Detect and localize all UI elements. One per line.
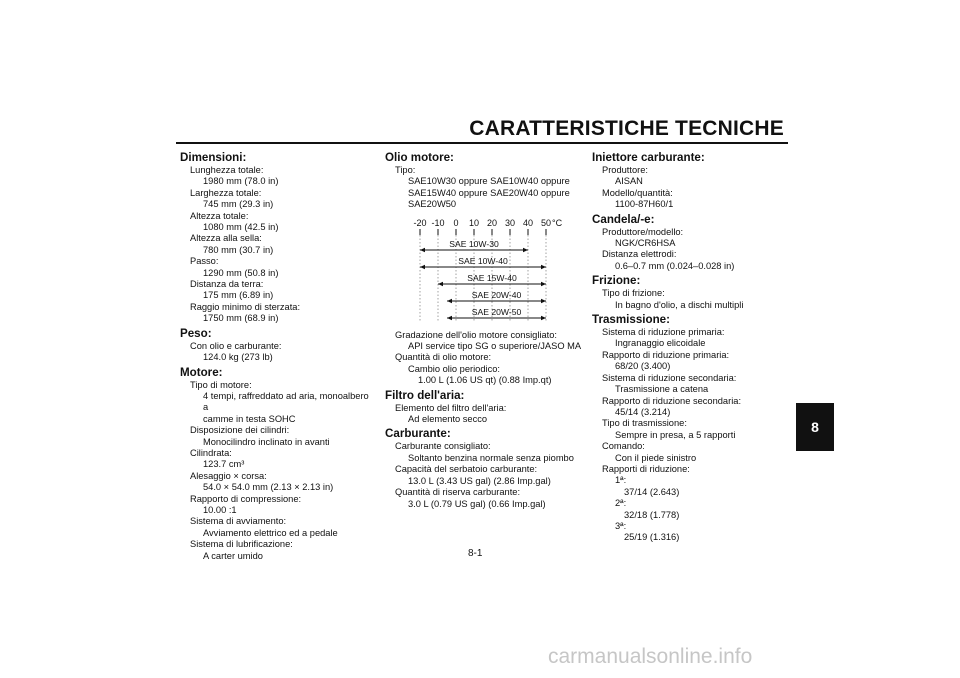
spec-value: Ingranaggio elicoidale <box>615 338 706 349</box>
spec-label: Rapporti di riduzione: <box>602 463 690 474</box>
spec-label: Tipo: <box>395 165 416 175</box>
spec-value: 175 mm (6.89 in) <box>203 290 274 301</box>
spec-value: 3ª: <box>615 520 627 531</box>
spec-label: Altezza totale: <box>190 210 249 221</box>
spec-value: 13.0 L (3.43 US gal) (2.86 Imp.gal) <box>408 475 551 486</box>
title-rule <box>176 142 788 144</box>
spec-label: Tipo di frizione: <box>602 288 665 299</box>
range-arrowhead <box>420 247 425 252</box>
spec-label: Raggio minimo di sterzata: <box>190 301 301 312</box>
spec-value: 124.0 kg (273 lb) <box>203 352 273 363</box>
temp-tick-label: 30 <box>504 217 516 228</box>
spec-value: 45/14 (3.214) <box>615 406 671 417</box>
spec-value: In bagno d'olio, a dischi multipli <box>615 299 744 310</box>
spec-value: Ad elemento secco <box>408 414 488 425</box>
range-arrowhead <box>523 247 528 252</box>
spec-label: Sistema di riduzione primaria: <box>602 327 725 338</box>
spec-column-2 <box>385 150 585 510</box>
range-arrowhead <box>447 315 452 320</box>
spec-value: Sempre in presa, a 5 rapporti <box>615 429 736 440</box>
spec-label: Tipo di trasmissione: <box>602 418 687 429</box>
section-heading: Candela/-e: <box>592 212 655 226</box>
engine-oil-section <box>385 151 585 211</box>
spec-value: SAE15W40 oppure SAE20W40 oppure <box>408 187 570 198</box>
spec-value: Avviamento elettrico ed a pedale <box>203 527 338 538</box>
spec-value: 780 mm (30.7 in) <box>203 244 274 255</box>
spec-value: 68/20 (3.400) <box>615 361 671 372</box>
spec-value: Con il piede sinistro <box>615 452 697 463</box>
spec-value: Cambio olio periodico: <box>408 363 500 374</box>
spec-label: Quantità di riserva carburante: <box>395 487 521 498</box>
spec-label: Passo: <box>190 256 219 267</box>
spec-label: Larghezza totale: <box>190 187 262 198</box>
spec-label: Carburante consigliato: <box>395 441 491 452</box>
spec-label: Modello/quantità: <box>602 187 673 198</box>
temp-tick-label: 40 <box>522 217 534 228</box>
spec-value: 37/14 (2.643) <box>624 486 680 497</box>
spec-value: 54.0 × 54.0 mm (2.13 × 2.13 in) <box>203 482 334 493</box>
section-heading: Peso: <box>180 326 212 340</box>
temp-tick-label: -10 <box>431 217 445 228</box>
spec-value: camme in testa SOHC <box>203 413 296 424</box>
page-title: CARATTERISTICHE TECNICHE <box>469 117 784 140</box>
section-heading: Iniettore carburante: <box>592 151 705 164</box>
chapter-tab: 8 <box>796 403 834 451</box>
spec-label: Altezza alla sella: <box>190 233 262 244</box>
spec-label: Rapporto di compressione: <box>190 493 302 504</box>
spec-value: 1290 mm (50.8 in) <box>203 267 279 278</box>
section-heading: Olio motore: <box>385 151 454 164</box>
spec-column-1 <box>180 150 376 562</box>
spec-label: Sistema di riduzione secondaria: <box>602 372 737 383</box>
spec-label: Lunghezza totale: <box>190 165 264 175</box>
spec-value: 1080 mm (42.5 in) <box>203 222 279 233</box>
grade-label: SAE 20W-50 <box>471 306 522 317</box>
range-arrowhead <box>541 315 546 320</box>
spec-value: Trasmissione a catena <box>615 384 709 395</box>
temp-tick-label: 20 <box>486 217 498 228</box>
spec-label: Cilindrata: <box>190 447 232 458</box>
spec-value: 4 tempi, raffreddato ad aria, monoalbero a <box>203 390 369 413</box>
temp-tick-label: 10 <box>468 217 480 228</box>
watermark: carmanualsonline.info <box>548 645 753 668</box>
spec-label: Distanza elettrodi: <box>602 249 677 260</box>
spec-label: Con olio e carburante: <box>190 340 282 351</box>
spec-value: Monocilindro inclinato in avanti <box>203 436 330 447</box>
spec-label: Elemento del filtro dell'aria: <box>395 402 507 413</box>
spec-value: 32/18 (1.778) <box>624 509 680 520</box>
spec-label: Disposizione dei cilindri: <box>190 425 290 436</box>
spec-value: 10.00 :1 <box>203 504 237 515</box>
spec-label: Alesaggio × corsa: <box>190 470 267 481</box>
section-heading: Frizione: <box>592 274 641 288</box>
page-number: 8-1 <box>468 548 483 559</box>
temp-tick-label: -20 <box>413 217 427 228</box>
spec-label: Sistema di lubrificazione: <box>190 539 293 550</box>
range-arrowhead <box>447 298 452 303</box>
spec-label: Rapporto di riduzione secondaria: <box>602 395 742 406</box>
section-heading: Carburante: <box>385 427 451 441</box>
range-arrowhead <box>541 298 546 303</box>
spec-value: 0.6–0.7 mm (0.024–0.028 in) <box>615 260 735 271</box>
grade-label: SAE 20W-40 <box>471 289 522 300</box>
spec-value: SAE10W30 oppure SAE10W40 oppure <box>408 176 570 187</box>
section-heading: Trasmissione: <box>592 313 670 327</box>
spec-label: Comando: <box>602 441 645 452</box>
temp-tick-label: 50 <box>540 217 552 228</box>
spec-label: Distanza da terra: <box>190 279 264 290</box>
section-heading: Dimensioni: <box>180 151 247 164</box>
spec-value: 123.7 cm³ <box>203 459 245 470</box>
oil-viscosity-chart <box>408 217 564 325</box>
range-arrowhead <box>541 281 546 286</box>
spec-value: SAE20W50 <box>408 199 457 210</box>
spec-value: 25/19 (1.316) <box>624 532 680 543</box>
grade-label: SAE 15W-40 <box>467 272 517 283</box>
spec-label: Quantità di olio motore: <box>395 352 492 363</box>
spec-value: API service tipo SG o superiore/JASO MA <box>408 341 582 352</box>
temp-unit: °C <box>552 217 563 228</box>
spec-column-3 <box>592 150 792 544</box>
oil-specs-section <box>385 330 585 510</box>
range-arrowhead <box>420 264 425 269</box>
spec-value: Soltanto benzina normale senza piombo <box>408 452 574 463</box>
spec-value: 1980 mm (78.0 in) <box>203 176 279 187</box>
spec-label: Tipo di motore: <box>190 379 252 390</box>
spec-label: Gradazione dell'olio motore consigliato: <box>395 329 557 340</box>
spec-value: 3.0 L (0.79 US gal) (0.66 Imp.gal) <box>408 498 546 509</box>
spec-value: AISAN <box>615 176 643 187</box>
spec-value: 1100-87H60/1 <box>615 199 674 210</box>
section-heading: Motore: <box>180 365 223 379</box>
spec-label: Produttore: <box>602 165 648 175</box>
spec-label: Capacità del serbatoio carburante: <box>395 464 538 475</box>
grade-label: SAE 10W-30 <box>449 238 499 249</box>
spec-value: 1ª: <box>615 475 627 486</box>
spec-value: A carter umido <box>203 550 263 561</box>
spec-value: 2ª: <box>615 498 627 509</box>
spec-label: Sistema di avviamento: <box>190 516 287 527</box>
range-arrowhead <box>438 281 443 286</box>
spec-value: 1750 mm (68.9 in) <box>203 313 279 324</box>
spec-label: Produttore/modello: <box>602 226 684 237</box>
spec-value: NGK/CR6HSA <box>615 238 676 249</box>
spec-value: 1.00 L (1.06 US qt) (0.88 Imp.qt) <box>418 375 552 386</box>
spec-value: 745 mm (29.3 in) <box>203 199 274 210</box>
grade-label: SAE 10W-40 <box>458 255 508 266</box>
range-arrowhead <box>541 264 546 269</box>
spec-label: Rapporto di riduzione primaria: <box>602 349 730 360</box>
section-heading: Filtro dell'aria: <box>385 388 465 402</box>
temp-tick-label: 0 <box>453 217 459 228</box>
